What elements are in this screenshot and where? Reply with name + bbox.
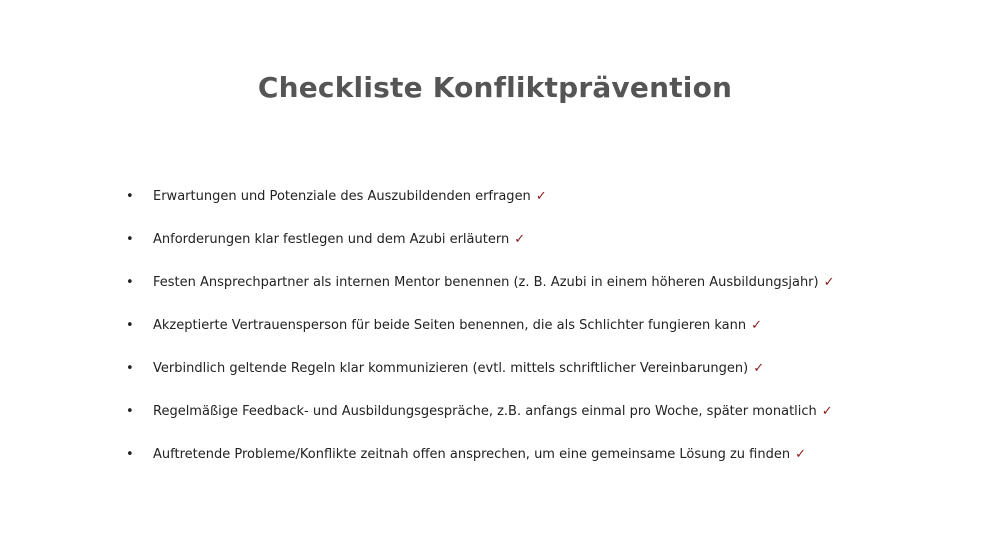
list-item [126,390,835,433]
bullet-icon: • [126,404,134,419]
page-title: Checkliste Konfliktprävention [257,71,733,104]
checkmark-icon: ✓ [751,318,762,333]
bullet-icon: • [126,361,134,376]
list-item [126,261,835,304]
list-item [126,433,835,476]
list-item-text: Verbindlich geltende Regeln klar kommunizieren (evtl. mittels schriftlicher Vereinbarungen) [153,361,749,376]
bullet-icon: • [126,275,134,290]
checklist [126,175,835,476]
bullet-icon: • [126,232,134,247]
list-item-text: Akzeptierte Vertrauensperson für beide Seiten benennen, die als Schlichter fungieren kann [153,318,747,333]
checkmark-icon: ✓ [821,404,833,419]
checkmark-icon: ✓ [795,447,807,462]
checkmark-icon: ✓ [535,189,547,204]
list-item-text: Anforderungen klar festlegen und dem Azubi erläutern [153,232,510,247]
checkmark-icon: ✓ [823,275,835,290]
bullet-icon: • [126,318,134,333]
list-item-text: Festen Ansprechpartner als internen Mentor benennen (z. B. Azubi in einem höheren Ausbildungsjahr) [153,275,819,290]
bullet-icon: • [126,189,134,204]
list-item [126,347,835,390]
list-item [126,175,835,218]
list-item-text: Erwartungen und Potenziale des Auszubildenden erfragen [153,189,531,204]
bullet-icon: • [126,447,134,462]
checkmark-icon: ✓ [753,361,765,376]
list-item [126,218,835,261]
list-item-text: Regelmäßige Feedback- und Ausbildungsgespräche, z.B. anfangs einmal pro Woche, später monatlich [153,404,817,419]
list-item-text: Auftretende Probleme/Konflikte zeitnah offen ansprechen, um eine gemeinsame Lösung zu finden [153,447,791,462]
list-item [126,304,835,347]
checkmark-icon: ✓ [514,232,526,247]
